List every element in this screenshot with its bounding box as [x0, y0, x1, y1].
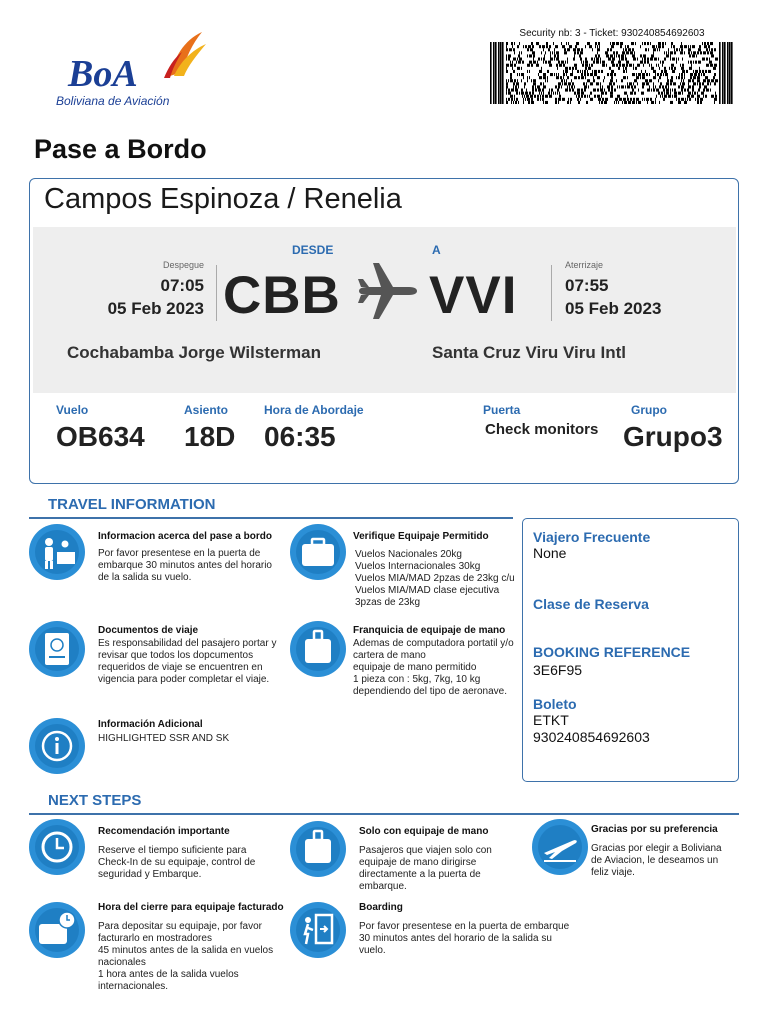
flight-label: Vuelo — [56, 403, 89, 417]
plane-takeoff-icon — [532, 819, 588, 875]
step-item-body: Para depositar su equipaje, por favor facturarlo en mostradores 45 minutos antes de la salida en vuelos nacionales 1 hora antes de la salida vuelos internacionales. — [98, 921, 274, 992]
ticket-number: 930240854692603 — [533, 729, 650, 745]
frequent-flyer-value: None — [533, 545, 567, 561]
gate-label: Puerta — [483, 403, 521, 417]
info-item-body: Vuelos Nacionales 20kg Vuelos Internacionales 30kg Vuelos MIA/MAD 2pzas de 23kg c/u Vuelos MIA/MAD clase ejecutiva 3pzas de 23kg — [355, 549, 515, 608]
logo-subtitle: Boliviana de Aviación — [56, 94, 170, 108]
airplane-icon — [355, 257, 419, 325]
divider — [29, 517, 513, 519]
step-item-title: Hora del cierre para equipaje facturado — [98, 902, 284, 913]
group-value: Grupo3 — [623, 421, 723, 452]
to-label: A — [432, 243, 441, 257]
booking-summary-box — [522, 518, 739, 782]
info-item-title: Informacion acerca del pase a bordo — [98, 531, 272, 542]
boarding-pass-card — [29, 178, 739, 484]
divider — [29, 813, 739, 815]
step-item-body: Reserve el tiempo suficiente para Check-In de su equipaje, control de seguridad y Embarque. — [98, 845, 256, 880]
departure-time: 07:05 — [160, 276, 204, 295]
info-item-body: Ademas de computadora portatil y/o cartera de mano equipaje de mano permitido 1 pieza con : 5kg, 7kg, 10 kg dependiendo del tipo de aeronave. — [353, 638, 514, 697]
gate-value: Check monitors — [485, 421, 599, 438]
step-item-title: Boarding — [359, 902, 403, 913]
ticket-barcode-block — [488, 28, 736, 106]
step-item-body: Gracias por elegir a Boliviana de Aviacion, le deseamos un feliz viaje. — [591, 843, 722, 878]
step-item-title: Solo con equipaje de mano — [359, 826, 489, 837]
group-label: Grupo — [631, 403, 667, 417]
flight-number: OB634 — [56, 421, 145, 452]
info-item-body: Es responsabilidad del pasajero portar y revisar que todos los dopcumentos requeridos de viaje se encuentren en vigencia para poder completar el viaje. — [98, 638, 277, 685]
separator — [551, 265, 552, 321]
arrival-label: Aterrizaje — [565, 260, 604, 270]
boarding-door-icon — [290, 902, 346, 958]
ticket-type: ETKT — [533, 712, 569, 728]
separator — [216, 265, 217, 321]
step-item-body: Pasajeros que viajen solo con equipaje de mano dirigirse directamente a la puerta de embarque. — [359, 845, 492, 892]
ticket-label: Boleto — [533, 696, 577, 712]
arrival-time: 07:55 — [565, 276, 609, 295]
info-item-title: Franquicia de equipaje de mano — [353, 625, 506, 636]
suitcase-icon — [290, 524, 346, 580]
info-item-title: Verifique Equipaje Permitido — [353, 531, 489, 542]
departure-date: 05 Feb 2023 — [107, 299, 204, 318]
info-item-body: Por favor presentese en la puerta de embarque 30 minutos antes del horario de la salida su vuelo. — [98, 548, 272, 583]
from-label: DESDE — [292, 243, 334, 257]
check-in-desk-icon — [29, 524, 85, 580]
clock-icon — [29, 819, 85, 875]
booking-reference-value: 3E6F95 — [533, 662, 583, 678]
booking-class-label: Clase de Reserva — [533, 596, 649, 612]
security-line: Security nb: 3 - Ticket: 930240854692603 — [519, 28, 705, 39]
logo-text: BoA — [68, 53, 138, 95]
step-item-title: Recomendación importante — [98, 826, 230, 837]
step-item-title: Gracias por su preferencia — [591, 824, 718, 835]
route-panel — [33, 227, 736, 393]
info-item-body: HIGHLIGHTED SSR AND SK — [98, 733, 230, 744]
passport-icon — [29, 621, 85, 677]
boa-logo — [52, 28, 222, 114]
boarding-time: 06:35 — [264, 421, 336, 452]
seat-number: 18D — [184, 421, 236, 452]
travel-info-heading: TRAVEL INFORMATION — [48, 496, 216, 513]
page-title: Pase a Bordo — [34, 134, 207, 164]
baggage-clock-icon — [29, 902, 85, 958]
info-icon — [29, 718, 85, 774]
frequent-flyer-label: Viajero Frecuente — [533, 529, 651, 545]
departure-label: Despegue — [162, 260, 204, 270]
arrival-date: 05 Feb 2023 — [565, 299, 662, 318]
step-item-body: Por favor presentese en la puerta de embarque 30 minutos antes del horario de la salida su vuelo. — [359, 921, 570, 956]
passenger-name: Campos Espinoza / Renelia — [44, 183, 402, 215]
to-code: VVI — [429, 266, 518, 325]
next-steps-heading: NEXT STEPS — [48, 792, 142, 809]
info-item-title: Documentos de viaje — [98, 625, 199, 636]
to-airport: Santa Cruz Viru Viru Intl — [432, 343, 626, 362]
from-code: CBB — [223, 266, 341, 325]
from-airport: Cochabamba Jorge Wilsterman — [67, 343, 321, 362]
hand-luggage-icon — [290, 821, 346, 877]
info-item-title: Información Adicional — [98, 719, 203, 730]
hand-luggage-icon — [290, 621, 346, 677]
pdf417-barcode — [490, 42, 734, 104]
boarding-time-label: Hora de Abordaje — [264, 403, 364, 417]
seat-label: Asiento — [184, 403, 229, 417]
booking-reference-label: BOOKING REFERENCE — [533, 644, 691, 660]
